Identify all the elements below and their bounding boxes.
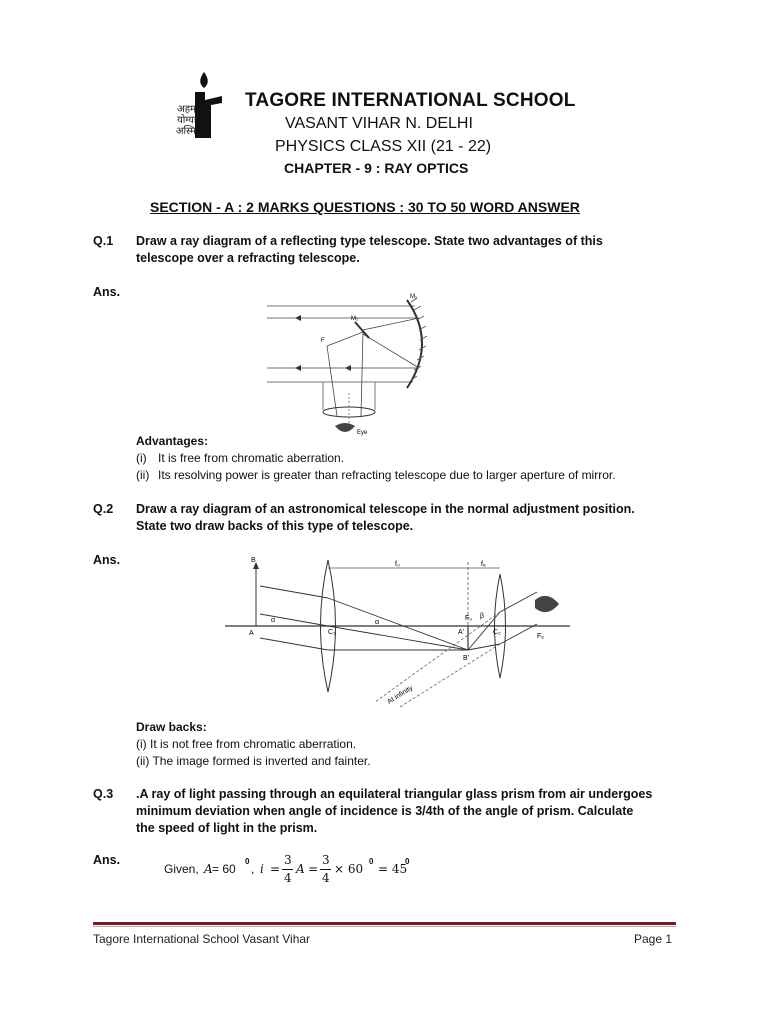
question-2-text <box>136 501 716 535</box>
label-fo: F₀ <box>465 615 473 622</box>
question-2-line-2: State two draw backs of this type of telescope. <box>136 519 414 533</box>
degree-mark-3: 0 <box>405 857 410 866</box>
label-beta: β <box>480 613 485 620</box>
label-c1: C₁ <box>328 629 336 636</box>
drawback-text: It is not free from chromatic aberration. <box>150 737 357 751</box>
logo-motto-line-1: अहम् <box>177 104 196 115</box>
astronomical-telescope-svg <box>225 552 570 712</box>
label-c2: C₂ <box>493 629 501 636</box>
frac2-num: 3 <box>322 853 330 867</box>
chapter-line: CHAPTER - 9 : RAY OPTICS <box>284 160 469 176</box>
advantage-item <box>136 467 696 484</box>
question-1-line-1: Draw a ray diagram of a reflecting type telescope. State two advantages of this <box>136 234 603 248</box>
label-fe: Fₑ <box>537 633 544 640</box>
answer-2-label: Ans. <box>93 553 121 567</box>
frac1-bar <box>282 869 293 870</box>
label-alpha-1: α <box>271 617 276 624</box>
footer-school: Tagore International School Vasant Vihar <box>93 932 311 946</box>
given-a-value: = 60 <box>212 862 236 876</box>
a-symbol-2: A <box>296 862 305 876</box>
footer-rule-light <box>93 926 676 927</box>
drawback-marker: (ii) <box>136 754 150 768</box>
class-line: PHYSICS CLASS XII (21 - 22) <box>275 138 492 155</box>
question-3-text <box>136 786 716 837</box>
question-3-line-1: .A ray of light passing through an equilateral triangular glass prism from air undergoes <box>136 787 653 801</box>
eye-icon <box>335 423 355 432</box>
label-eye: Eye <box>357 430 368 436</box>
primary-mirror <box>407 300 422 388</box>
given-a-symbol: A <box>204 862 213 876</box>
result-value: = 45 <box>378 862 408 876</box>
eye-icon <box>535 596 559 612</box>
label-b-prime: B' <box>463 655 470 662</box>
times-sixty: × 60 <box>334 862 364 876</box>
question-3-line-3: the speed of light in the prism. <box>136 821 318 835</box>
advantage-item <box>136 450 696 467</box>
answer-3-label: Ans. <box>93 853 121 867</box>
degree-mark-1: 0 <box>245 857 250 866</box>
advantage-text: It is free from chromatic aberration. <box>158 451 345 465</box>
drawbacks-title: Draw backs: <box>136 720 207 734</box>
label-f0-top: f₀ <box>395 561 400 568</box>
degree-mark-2: 0 <box>369 857 374 866</box>
equals-1: = <box>270 862 281 876</box>
question-3-line-2: minimum deviation when angle of incidence is 3/4th of the angle of prism. Calculate <box>136 804 634 818</box>
equals-2: = <box>308 862 319 876</box>
advantage-marker: (i) <box>136 451 147 465</box>
label-at-infinity: At infinity <box>386 684 415 706</box>
frac2-den: 4 <box>322 871 330 885</box>
given-prefix: Given, <box>164 862 199 876</box>
label-m2: M₂ <box>351 316 359 322</box>
logo-motto-line-2: योग्यः <box>176 115 196 126</box>
given-comma: , <box>251 862 255 876</box>
question-2-line-1: Draw a ray diagram of an astronomical telescope in the normal adjustment position. <box>136 502 635 516</box>
frac1-num: 3 <box>284 853 292 867</box>
secondary-mirror <box>355 322 369 338</box>
question-1-line-2: telescope over a refracting telescope. <box>136 251 360 265</box>
logo-motto-line-3: अस्मि <box>175 126 196 137</box>
question-1-text <box>136 233 696 267</box>
drawback-marker: (i) <box>136 737 147 751</box>
frac2-bar <box>320 869 331 870</box>
question-3-number: Q.3 <box>93 787 114 801</box>
label-f: F <box>321 338 325 344</box>
frac1-den: 4 <box>284 871 292 885</box>
advantages-title: Advantages: <box>136 434 209 448</box>
reflecting-telescope-svg <box>265 288 465 438</box>
drawbacks-list <box>136 736 696 770</box>
drawback-text: The image formed is inverted and fainter. <box>152 754 371 768</box>
reflecting-telescope-diagram <box>265 288 465 438</box>
footer-rule-dark <box>93 922 676 925</box>
label-b: B <box>251 557 256 564</box>
label-m1: M₁ <box>410 294 418 300</box>
astronomical-telescope-diagram <box>225 552 570 712</box>
advantage-marker: (ii) <box>136 468 150 482</box>
label-fe-top: fₑ <box>481 561 486 568</box>
answer-1-label: Ans. <box>93 285 121 299</box>
question-1-number: Q.1 <box>93 234 114 248</box>
label-alpha-2: α <box>375 619 380 626</box>
question-2-number: Q.2 <box>93 502 114 516</box>
drawback-item <box>136 753 696 770</box>
advantages-list <box>136 450 696 484</box>
drawback-item <box>136 736 696 753</box>
page-number: Page 1 <box>634 932 673 946</box>
label-a: A <box>249 630 254 637</box>
given-equation <box>164 852 464 892</box>
school-name: TAGORE INTERNATIONAL SCHOOL <box>245 90 576 111</box>
school-location: VASANT VIHAR N. DELHI <box>285 115 473 132</box>
label-a-prime: A' <box>458 629 465 636</box>
section-title: SECTION - A : 2 MARKS QUESTIONS : 30 TO 50 WORD ANSWER <box>150 199 580 215</box>
logo-motto <box>160 104 196 137</box>
eyepiece-lens <box>323 407 375 417</box>
advantage-text: Its resolving power is greater than refracting telescope due to larger aperture of mirror. <box>158 468 616 482</box>
i-symbol: i <box>260 862 264 876</box>
